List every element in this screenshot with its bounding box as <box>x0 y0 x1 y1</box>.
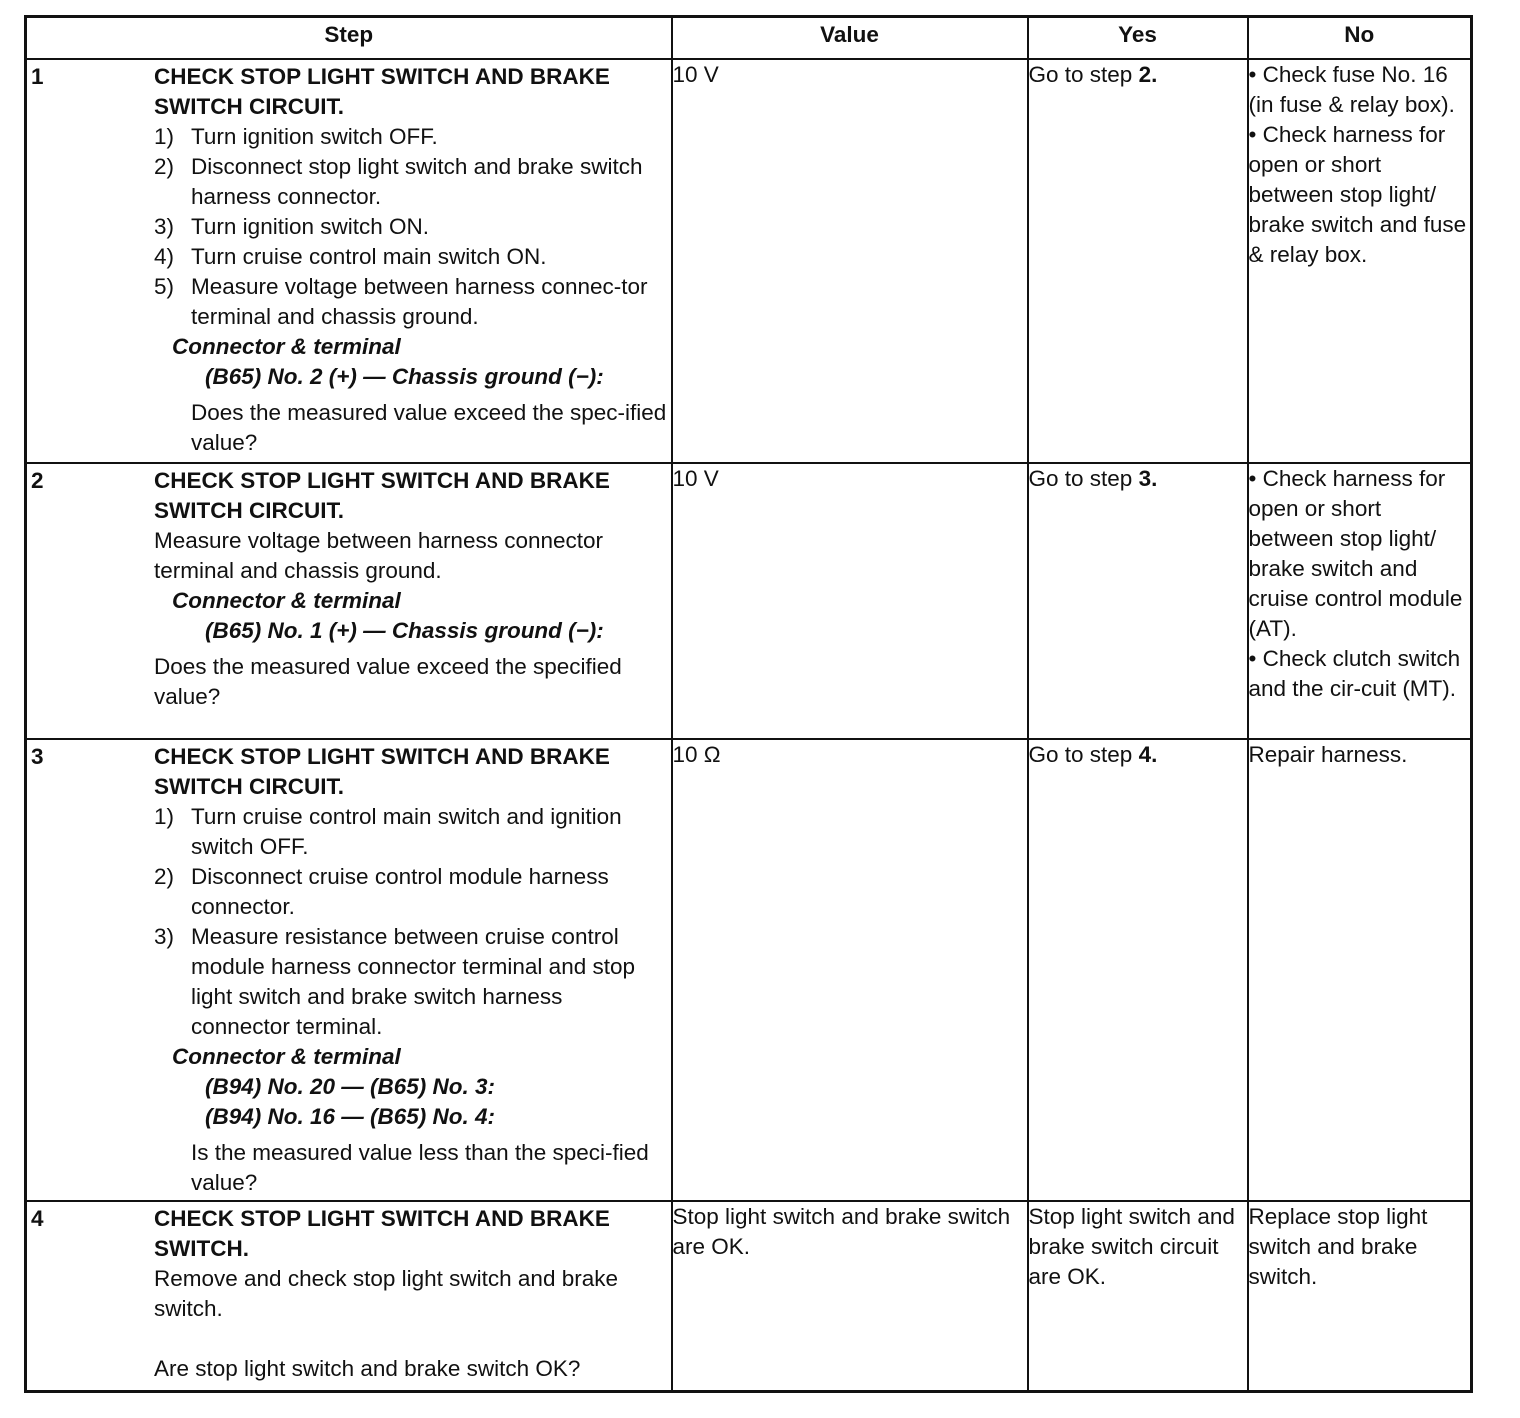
step-number: 4 <box>31 1206 44 1231</box>
table-row <box>26 59 1472 463</box>
header-row <box>26 17 1472 60</box>
no-cell <box>1248 463 1472 739</box>
step-number: 2 <box>31 468 44 493</box>
no-action: Repair harness. <box>1248 742 1408 767</box>
step-question: Is the measured value less than the speci-fied value? <box>191 1140 649 1195</box>
list-item: 2) Disconnect stop light switch and brake switch harness connector. <box>154 154 643 209</box>
list-item: 1) Turn ignition switch OFF. <box>154 124 438 149</box>
connector-heading: Connector & terminal <box>172 1044 401 1069</box>
no-cell <box>1248 1201 1472 1391</box>
no-cell <box>1248 739 1472 1201</box>
table-row <box>26 1201 1472 1391</box>
table-row <box>26 463 1472 739</box>
header-step: Step <box>26 17 672 60</box>
no-action: • Check harness for open or short between stop light/ brake switch and cruise control module (AT). <box>1248 466 1463 641</box>
step-instruction: Remove and check stop light switch and brake switch. <box>154 1266 618 1321</box>
step-title: CHECK STOP LIGHT SWITCH AND BRAKE SWITCH. <box>154 1206 610 1261</box>
header-no: No <box>1248 17 1472 60</box>
connector-terminal: (B65) No. 1 (+) — Chassis ground (−): <box>205 618 604 643</box>
no-action: • Check clutch switch and the cir-cuit (MT). <box>1248 646 1461 701</box>
step-question: Does the measured value exceed the specified value? <box>154 654 622 709</box>
step-cell <box>26 59 672 463</box>
step-cell <box>26 739 672 1201</box>
yes-cell: Go to step 3. <box>1028 463 1248 739</box>
header-value: Value <box>672 17 1028 60</box>
diagnostic-table <box>24 15 1473 1393</box>
value-cell: 10 Ω <box>672 739 1028 1201</box>
list-item: 1) Turn cruise control main switch and ignition switch OFF. <box>154 804 622 859</box>
list-item: 4) Turn cruise control main switch ON. <box>154 244 547 269</box>
step-cell <box>26 1201 672 1391</box>
connector-heading: Connector & terminal <box>172 588 401 613</box>
step-question: Are stop light switch and brake switch OK? <box>154 1356 581 1381</box>
value-cell: Stop light switch and brake switch are OK. <box>672 1201 1028 1391</box>
header-yes: Yes <box>1028 17 1248 60</box>
yes-cell: Stop light switch and brake switch circuit are OK. <box>1028 1201 1248 1391</box>
no-cell <box>1248 59 1472 463</box>
connector-terminal: (B94) No. 16 — (B65) No. 4: <box>205 1104 496 1129</box>
step-cell <box>26 463 672 739</box>
step-number: 1 <box>31 64 44 89</box>
step-title: CHECK STOP LIGHT SWITCH AND BRAKE SWITCH CIRCUIT. <box>154 468 610 523</box>
value-cell: 10 V <box>672 463 1028 739</box>
table-row <box>26 739 1472 1201</box>
list-item: 3) Measure resistance between cruise control module harness connector terminal and stop light switch and brake switch harness connector terminal. <box>154 924 636 1039</box>
step-instruction: Measure voltage between harness connector terminal and chassis ground. <box>154 528 604 583</box>
value-cell: 10 V <box>672 59 1028 463</box>
list-item: 5) Measure voltage between harness connec-tor terminal and chassis ground. <box>154 274 648 329</box>
list-item: 2) Disconnect cruise control module harness connector. <box>154 864 609 919</box>
step-question: Does the measured value exceed the spec-ified value? <box>191 400 667 455</box>
no-action: Replace stop light switch and brake switch. <box>1248 1204 1428 1289</box>
step-instructions <box>154 122 667 332</box>
connector-heading: Connector & terminal <box>172 334 401 359</box>
connector-terminal: (B94) No. 20 — (B65) No. 3: <box>205 1074 496 1099</box>
step-instructions <box>154 802 667 1042</box>
step-title: CHECK STOP LIGHT SWITCH AND BRAKE SWITCH CIRCUIT. <box>154 744 610 799</box>
yes-cell: Go to step 2. <box>1028 59 1248 463</box>
step-number: 3 <box>31 744 44 769</box>
step-title: CHECK STOP LIGHT SWITCH AND BRAKE SWITCH CIRCUIT. <box>154 64 610 119</box>
list-item: 3) Turn ignition switch ON. <box>154 214 429 239</box>
no-action: • Check fuse No. 16 (in fuse & relay box). <box>1248 62 1455 117</box>
spacer <box>154 1324 667 1354</box>
connector-terminal: (B65) No. 2 (+) — Chassis ground (−): <box>205 364 604 389</box>
yes-cell: Go to step 4. <box>1028 739 1248 1201</box>
no-action: • Check harness for open or short between stop light/ brake switch and fuse & relay box. <box>1248 122 1467 267</box>
